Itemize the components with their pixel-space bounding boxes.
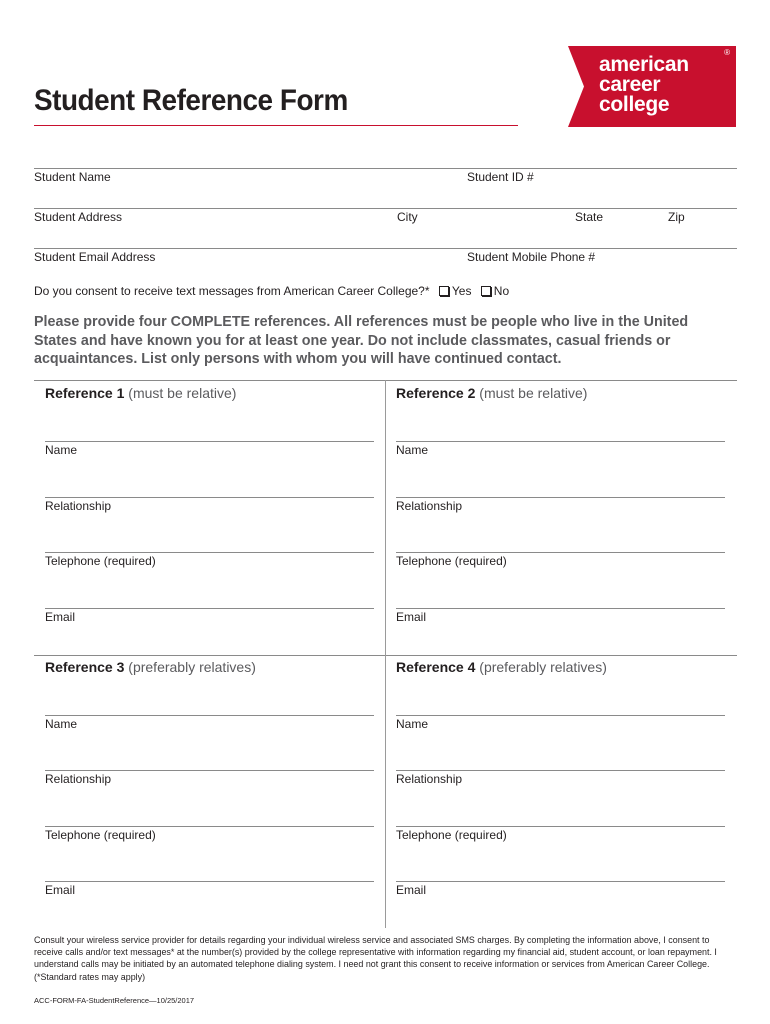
- consent-yes-checkbox[interactable]: [439, 286, 449, 296]
- ref1-email-field[interactable]: Email: [45, 610, 76, 624]
- ref1-telephone-field[interactable]: Telephone (required): [45, 554, 156, 568]
- ref1-telephone-line: [45, 552, 374, 553]
- ref2-email-field[interactable]: Email: [396, 610, 427, 624]
- ref3-relationship-line: [45, 770, 374, 771]
- city-field[interactable]: City: [397, 210, 418, 224]
- ref1-name-field[interactable]: Name: [45, 443, 78, 457]
- student-email-line: [34, 248, 737, 249]
- ref4-email-field[interactable]: Email: [396, 883, 427, 897]
- ref3-telephone-field[interactable]: Telephone (required): [45, 828, 156, 842]
- reference-3-heading: [45, 659, 256, 675]
- student-id-field[interactable]: Student ID #: [467, 170, 534, 184]
- reference-4-heading: [396, 659, 607, 675]
- ref3-email-field[interactable]: Email: [45, 883, 76, 897]
- student-mobile-field[interactable]: Student Mobile Phone #: [467, 250, 596, 264]
- sms-disclaimer: Consult your wireless service provider for details regarding your individual wireless service and associated SMS charges. By completing the information above, I consent to receive calls and/or text messages* at the number(s) provided by the college representative with information regarding my financial aid, student account, or loan repayment. I understand calls may be initiated by an automated telephone dialing system. I need not grant this consent to receive information or services from American Career College. (*Standard rates may apply): [34, 935, 717, 983]
- reference-1-note: (must be relative): [128, 385, 237, 401]
- consent-question: Do you consent to receive text messages from American Career College?*: [34, 284, 430, 298]
- reference-3-title: Reference 3: [45, 659, 125, 675]
- sms-consent: [34, 284, 509, 298]
- ref4-telephone-field[interactable]: Telephone (required): [396, 828, 507, 842]
- ref2-name-field[interactable]: Name: [396, 443, 429, 457]
- american-career-college-logo: [568, 46, 736, 127]
- ref3-name-field[interactable]: Name: [45, 717, 78, 731]
- ref1-relationship-field[interactable]: Relationship: [45, 499, 112, 513]
- reference-4-note: (preferably relatives): [479, 659, 607, 675]
- ref4-name-field[interactable]: Name: [396, 717, 429, 731]
- student-address-line: [34, 208, 737, 209]
- ref2-email-line: [396, 608, 725, 609]
- consent-no-label: No: [493, 284, 510, 298]
- zip-field[interactable]: Zip: [668, 210, 685, 224]
- ref4-relationship-field[interactable]: Relationship: [396, 772, 463, 786]
- logo-wordmark: [599, 55, 689, 115]
- ref2-relationship-line: [396, 497, 725, 498]
- references-divider: [385, 380, 386, 928]
- reference-instructions: Please provide four COMPLETE references. All references must be people who live in the United States and have known you for at least one year. Do not include classmates, casual friends or acquaintances. List only persons with whom you will have continued contact.: [34, 314, 689, 367]
- ref4-relationship-line: [396, 770, 725, 771]
- state-field[interactable]: State: [575, 210, 604, 224]
- ref2-telephone-line: [396, 552, 725, 553]
- reference-1-heading: [45, 385, 236, 401]
- student-name-line: [34, 168, 737, 169]
- reference-4-title: Reference 4: [396, 659, 476, 675]
- page-title: Student Reference Form: [34, 84, 348, 117]
- student-email-field[interactable]: Student Email Address: [34, 250, 156, 264]
- registered-mark: ®: [724, 48, 730, 57]
- reference-2-note: (must be relative): [479, 385, 588, 401]
- title-underline: [34, 125, 518, 126]
- student-name-field[interactable]: Student Name: [34, 170, 111, 184]
- ref3-telephone-line: [45, 826, 374, 827]
- reference-3-note: (preferably relatives): [128, 659, 256, 675]
- ref4-email-line: [396, 881, 725, 882]
- ref1-email-line: [45, 608, 374, 609]
- ref2-relationship-field[interactable]: Relationship: [396, 499, 463, 513]
- student-address-field[interactable]: Student Address: [34, 210, 123, 224]
- ref4-name-line: [396, 715, 725, 716]
- ref2-name-line: [396, 441, 725, 442]
- consent-no-checkbox[interactable]: [481, 286, 491, 296]
- logo-line-1: american: [599, 53, 689, 76]
- ref3-email-line: [45, 881, 374, 882]
- ref2-telephone-field[interactable]: Telephone (required): [396, 554, 507, 568]
- consent-yes-label: Yes: [451, 284, 472, 298]
- ref1-name-line: [45, 441, 374, 442]
- reference-2-heading: [396, 385, 587, 401]
- logo-line-2: career: [599, 73, 661, 96]
- ref3-relationship-field[interactable]: Relationship: [45, 772, 112, 786]
- reference-2-title: Reference 2: [396, 385, 476, 401]
- reference-1-title: Reference 1: [45, 385, 125, 401]
- ref4-telephone-line: [396, 826, 725, 827]
- ref3-name-line: [45, 715, 374, 716]
- ref1-relationship-line: [45, 497, 374, 498]
- form-id-footer: ACC-FORM-FA-StudentReference—10/25/2017: [34, 996, 195, 1005]
- logo-line-3: college: [599, 93, 670, 116]
